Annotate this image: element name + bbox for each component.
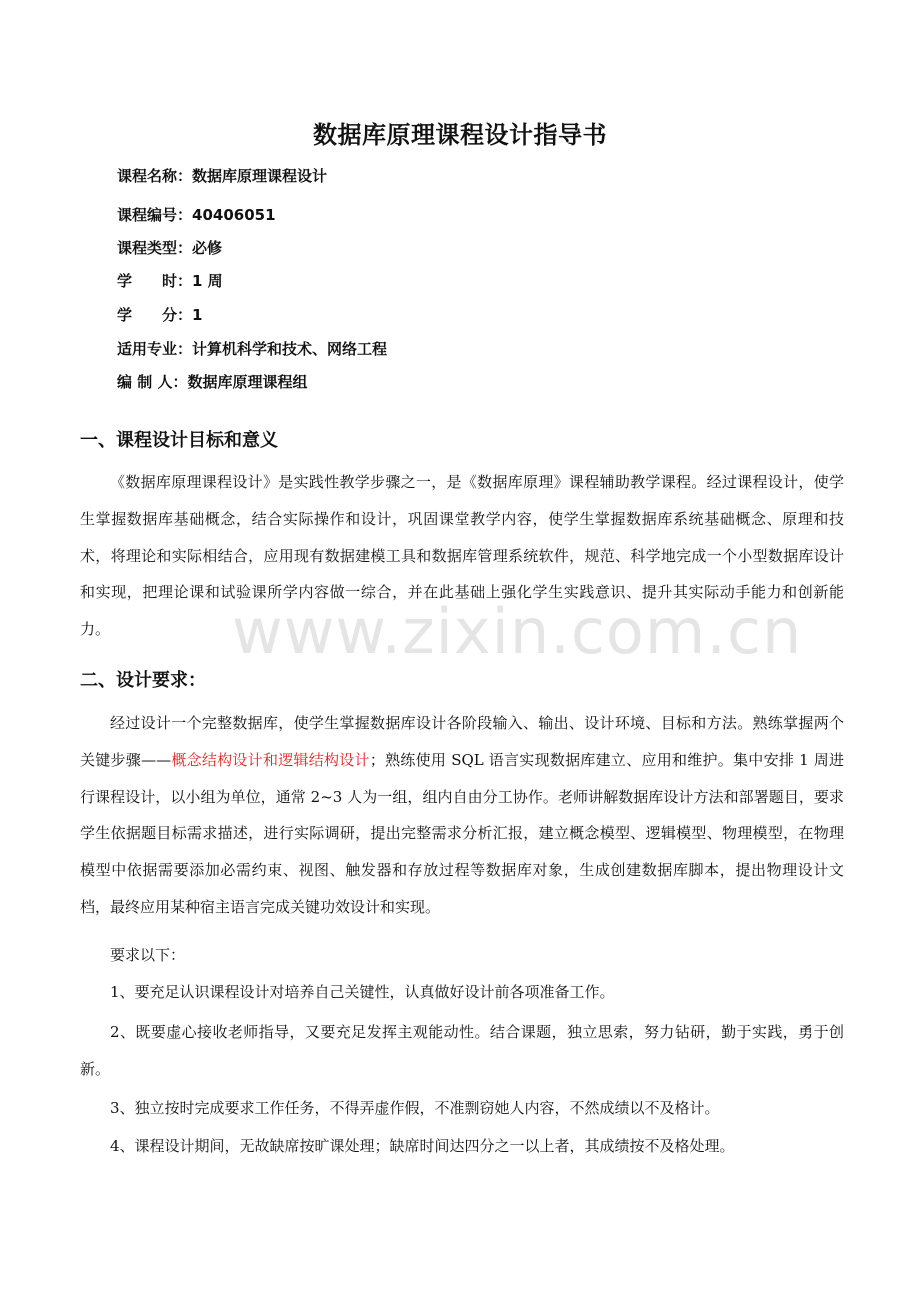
author-label: 编 制 人： [117, 373, 188, 391]
hours-label: 学 时： [117, 272, 193, 290]
meta-hours [117, 270, 223, 292]
major-value: 计算机科学和技术、网络工程 [192, 340, 388, 358]
requirements-text-part1: 经过设计一个完整数据库，使学生掌握数据库设计各阶段输入、输出、设计环境、目标和方法。熟练掌握两个关键步骤—— [80, 714, 844, 769]
meta-course-name [117, 165, 327, 187]
goals-paragraph: 《数据库原理课程设计》是实践性教学步骤之一，是《数据库原理》课程辅助教学课程。经过课程设计，使学生掌握数据库基础概念，结合实际操作和设计，巩固课堂教学内容，使学生掌握数据库系统基础概念、原理和技术，将理论和实际相结合，应用现有数据建模工具和数据库管理系统软件，规范、科学地完成一个小型数据库设计和实现，把理论课和试验课所学内容做一综合，并在此基础上强化学生实践意识、提升其实际动手能力和创新能力。 [80, 473, 844, 639]
section-heading-requirements: 二、设计要求： [80, 670, 206, 691]
watermark: www.zixin.com.cn [232, 595, 803, 668]
document-title: 数据库原理课程设计指导书 [313, 121, 607, 149]
meta-course-code [117, 204, 276, 226]
meta-major [117, 338, 387, 360]
course-name-value: 数据库原理课程设计 [192, 167, 328, 185]
requirements-text-part2: ；熟练使用 SQL 语言实现数据库建立、应用和维护。集中安排 1 周进行课程设计，以小组为单位，通常 2~3 人为一组，组内自由分工协作。老师讲解数据库设计方法和部署题目，要求学生依据题目标需求描述，进行实际调研，提出完整需求分析汇报，建立概念模型、逻辑模型、物理模型，在物理模型中依据需要添加必需约束、视图、触发器和存放过程等数据库对象，生成创建数据库脚本，提出物理设计文档，最终应用某种宿主语言完成关键功效设计和实现。 [80, 750, 844, 916]
requirements-intro: 要求以下： [110, 946, 186, 964]
requirements-paragraph [80, 705, 844, 926]
course-type-value: 必修 [192, 239, 223, 257]
meta-course-type [117, 237, 222, 259]
major-label: 适用专业： [117, 340, 193, 358]
credits-value: 1 [192, 306, 203, 324]
course-type-label: 课程类型： [117, 239, 193, 257]
author-value: 数据库原理课程组 [187, 373, 308, 391]
course-name-label: 课程名称： [117, 167, 193, 185]
requirements-highlight: 概念结构设计和逻辑结构设计 [171, 750, 370, 769]
course-code-value: 40406051 [192, 206, 276, 224]
meta-author [117, 371, 307, 393]
credits-label: 学 分： [117, 306, 193, 324]
course-code-label: 课程编号： [117, 206, 193, 224]
hours-value: 1 周 [192, 272, 223, 290]
section-heading-goals: 一、课程设计目标和意义 [80, 430, 278, 451]
meta-credits [117, 304, 202, 326]
requirement-item-3: 3、独立按时完成要求工作任务，不得弄虚作假，不准剽窃她人内容，不然成绩以不及格计。 [110, 1099, 720, 1117]
requirement-item-2: 2、既要虚心接收老师指导，又要充足发挥主观能动性。结合课题，独立思索，努力钻研，勤于实践，勇于创新。 [80, 1023, 844, 1078]
requirement-item-1: 1、要充足认识课程设计对培养自己关键性，认真做好设计前各项准备工作。 [110, 983, 615, 1001]
requirement-item-4: 4、课程设计期间，无故缺席按旷课处理；缺席时间达四分之一以上者，其成绩按不及格处理。 [110, 1137, 735, 1155]
